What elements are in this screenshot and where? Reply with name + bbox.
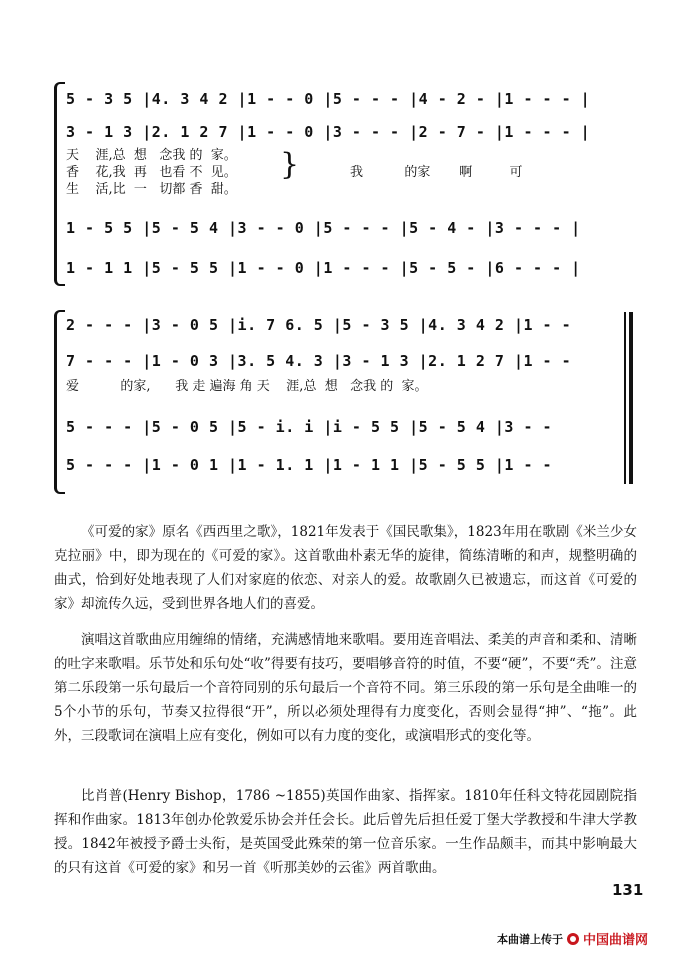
bass-row: 5 - - - |1 - 0 1 |1 - 1. 1 |1 - 1 1 |5 - 5 5 |1 - -	[66, 456, 553, 474]
alto-row: 7 - - - |1 - 0 3 |3. 5 4. 3 |3 - 1 3 |2. 1 2 7 |1 - -	[66, 352, 572, 370]
lyric-refrain: 我 的家 啊 可	[350, 165, 523, 180]
paragraph-history: 《可爱的家》原名《西西里之歌》，1821年发表于《国民歌集》，1823年用在歌剧《米兰少女克拉丽》中，即为现在的《可爱的家》。这首歌曲朴素无华的旋律，简练清晰的和声，规整明确的曲式，恰到好处地表现了人们对家庭的依恋、对亲人的爱。故歌剧久已被遗忘，而这首《可爱的家》却流传久远，受到世界各地人们的喜爱。	[54, 524, 637, 612]
footer-watermark	[497, 929, 648, 948]
soprano-row: 5 - 3 5 |4. 3 4 2 |1 - - 0 |5 - - - |4 - 2 - |1 - - - |	[66, 90, 591, 108]
alto-row: 3 - 1 3 |2. 1 2 7 |1 - - 0 |3 - - - |2 - 7 - |1 - - - |	[66, 123, 591, 141]
score-system-1	[54, 80, 636, 290]
tenor-row: 1 - 5 5 |5 - 5 4 |3 - - 0 |5 - - - |5 - 4 - |3 - - - |	[66, 219, 581, 237]
system-brace	[54, 310, 65, 494]
lyric-verse-1: 天 涯,总 想 念我 的 家。	[66, 148, 237, 163]
site-logo-icon	[567, 933, 579, 945]
page-number: 131	[612, 881, 644, 899]
paragraph-performance: 演唱这首歌曲应用缠绵的情绪，充满感情地来歌唱。要用连音唱法、柔美的声音和柔和、清晰的吐字来歌唱。乐节处和乐句处“收”得要有技巧，要唱够音符的时值，不要“硬”，不要“秃”。注意第二乐段第一乐句最后一个音符同别的乐句最后一个音符不同。第三乐段的第一乐句是全曲唯一的5个小节的乐句，节奏又拉得很“开”，所以必须处理得有力度变化，否则会显得“抻”、“拖”。此外，三段歌词在演唱上应有变化，例如可以有力度的变化，或演唱形式的变化等。	[54, 632, 637, 744]
verse-brace: }	[280, 147, 300, 182]
lyric-verse-3: 生 活,比 一 切都 香 甜。	[66, 182, 237, 197]
tenor-row: 5 - - - |5 - 0 5 |5 - i. i |i - 5 5 |5 - 5 4 |3 - -	[66, 418, 553, 436]
score-system-2	[54, 308, 636, 498]
brand-name: 中国曲谱网	[583, 933, 649, 948]
lyric-verse-2: 香 花,我 再 也看 不 见。	[66, 165, 237, 180]
final-barline-thin	[624, 312, 626, 484]
paragraph-composer: 比肖普(Henry Bishop，1786 ~1855)英国作曲家、指挥家。1810年任科文特花园剧院指挥和作曲家。1813年创办伦敦爱乐协会并任会长。此后曾先后担任爱丁堡大学教授和牛津大学教授。1842年被授予爵士头衔，是英国受此殊荣的第一位音乐家。一生作品颇丰，而其中影响最大的只有这首《可爱的家》和另一首《听那美妙的云雀》两首歌曲。	[54, 788, 637, 876]
bass-row: 1 - 1 1 |5 - 5 5 |1 - - 0 |1 - - - |5 - 5 - |6 - - - |	[66, 259, 581, 277]
lyric-line: 爱 的家, 我 走 遍海 角 天 涯,总 想 念我 的 家。	[66, 379, 428, 394]
final-barline-thick	[629, 312, 633, 484]
soprano-row: 2 - - - |3 - 0 5 |i. 7 6. 5 |5 - 3 5 |4. 3 4 2 |1 - -	[66, 316, 572, 334]
upload-text: 本曲谱上传于	[497, 932, 563, 946]
system-brace	[54, 82, 65, 286]
